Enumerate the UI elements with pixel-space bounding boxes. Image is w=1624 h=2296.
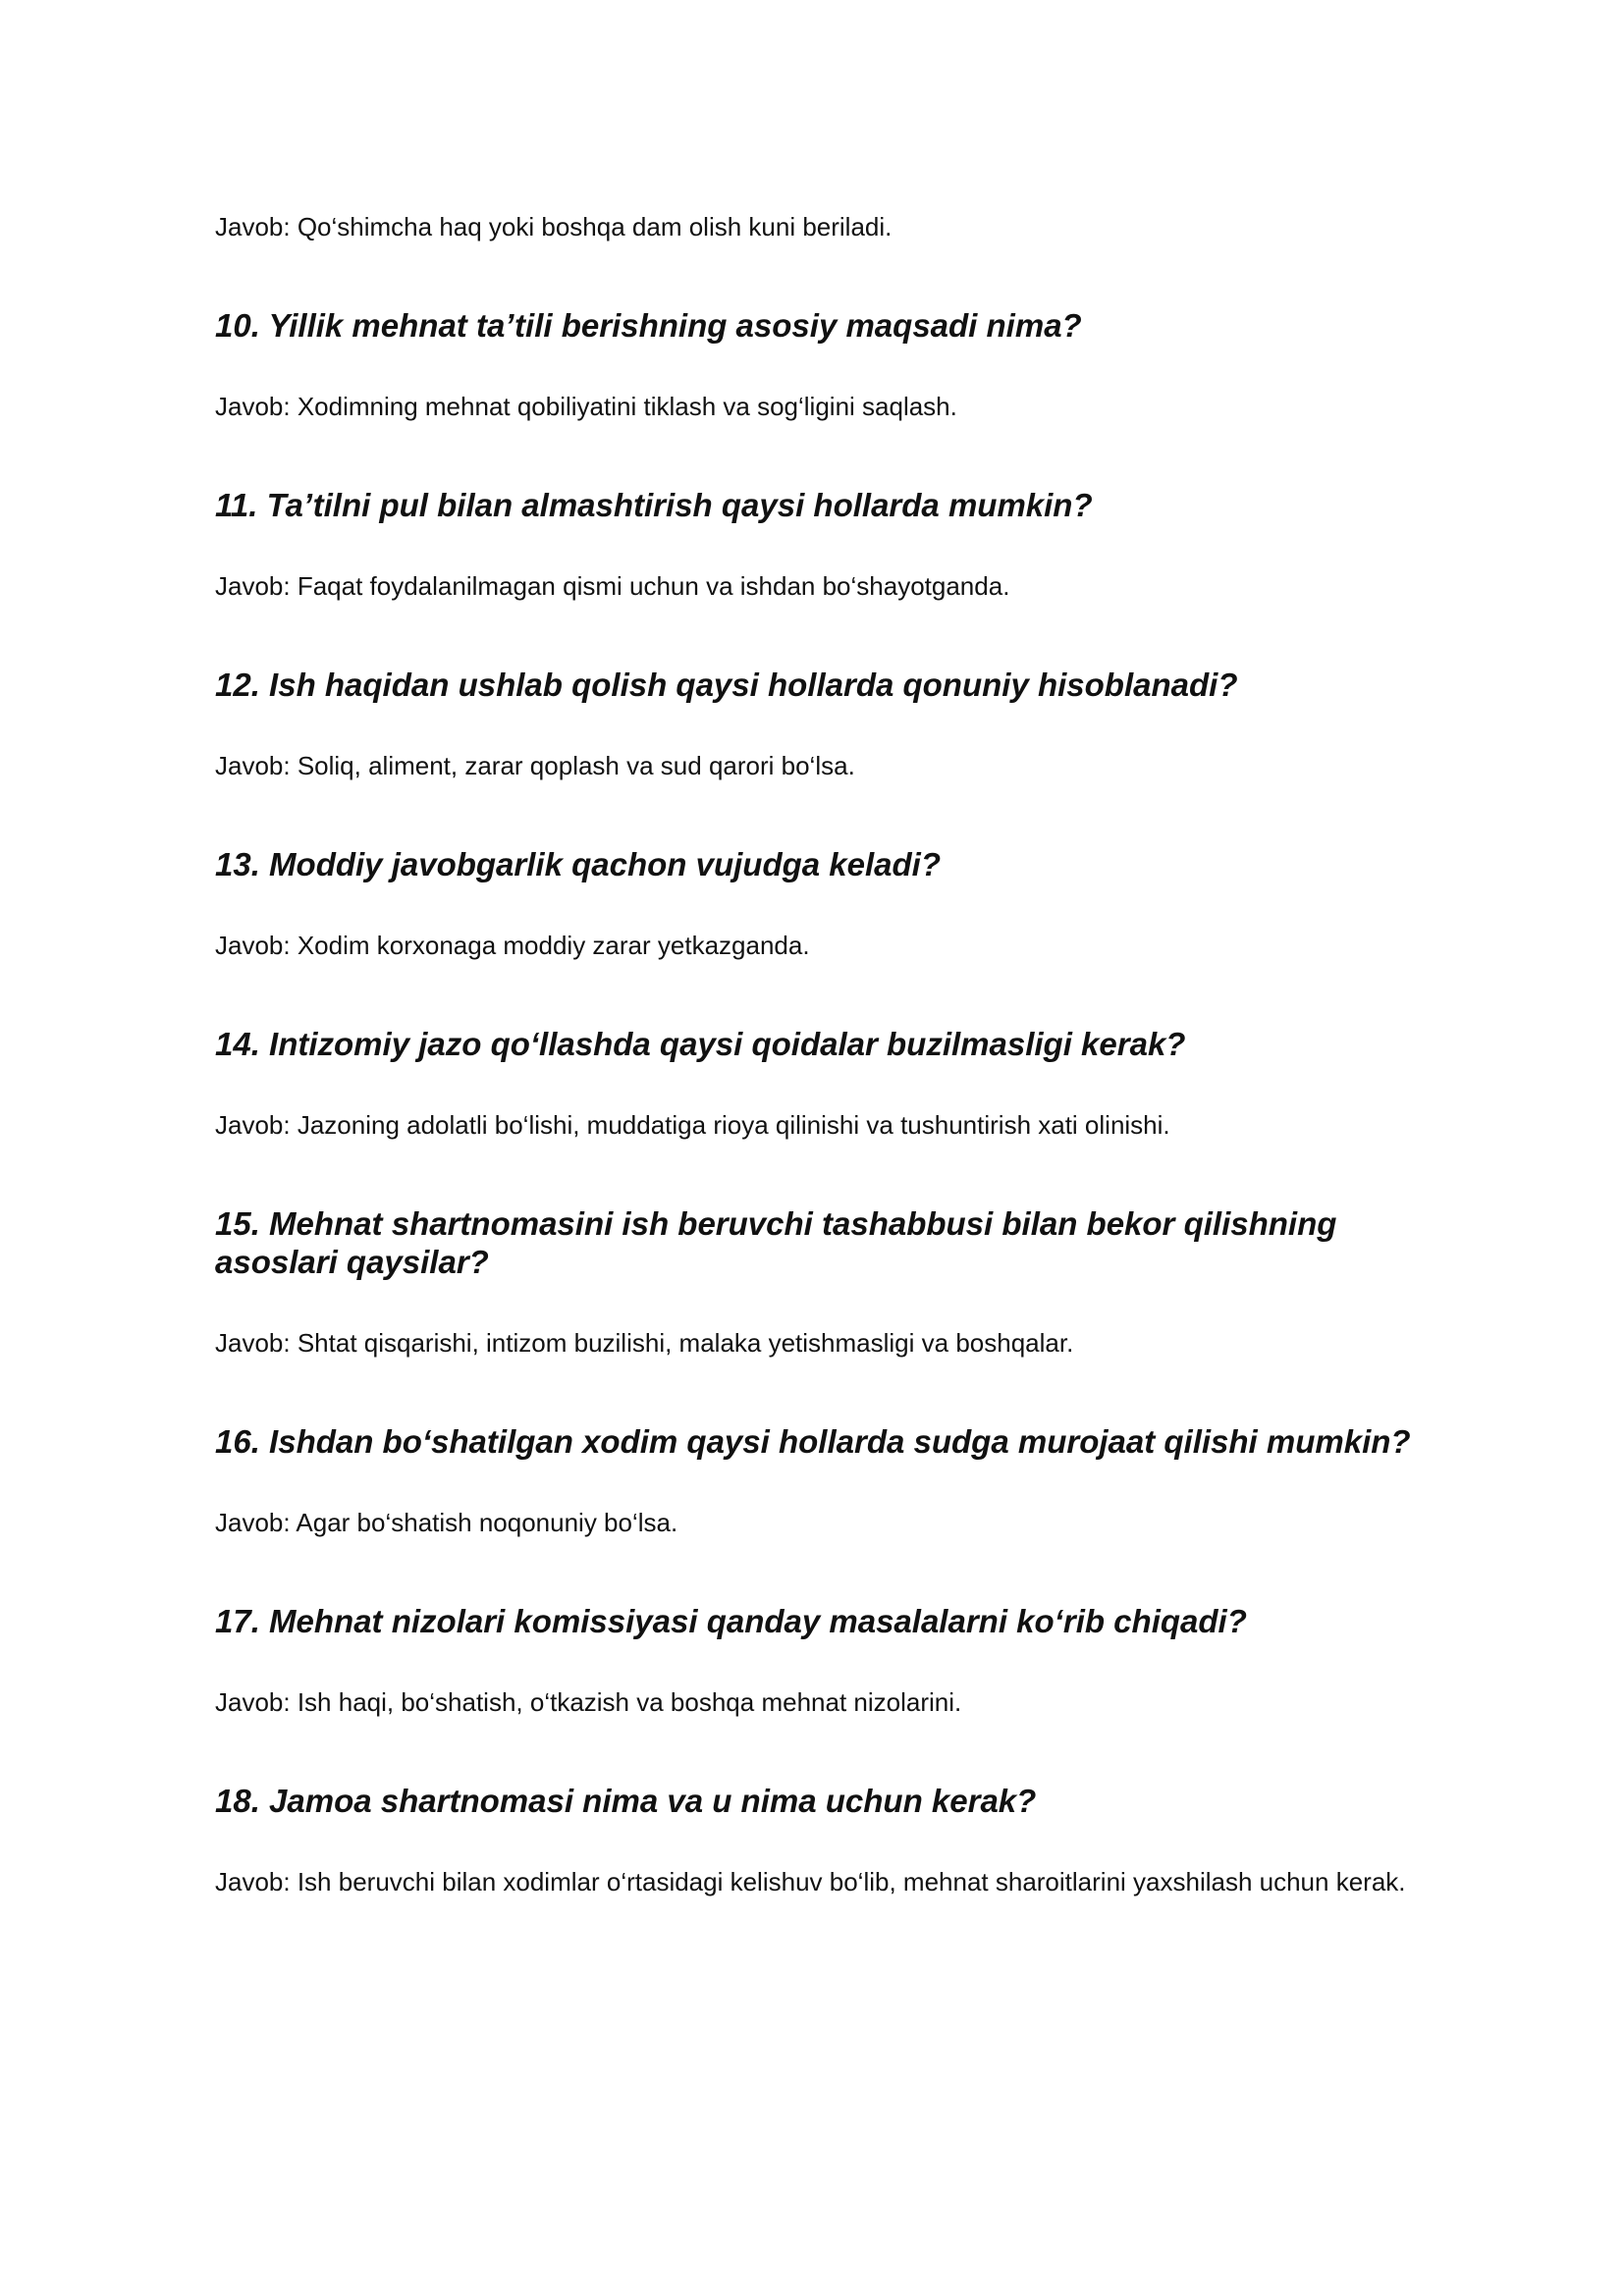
question-13: 13. Moddiy javobgarlik qachon vujudga keladi?	[215, 846, 941, 882]
answer-12: Javob: Soliq, aliment, zarar qoplash va sud qarori bo‘lsa.	[215, 751, 855, 780]
question-block-13	[215, 845, 1429, 962]
answer-11: Javob: Faqat foydalanilmagan qismi uchun va ishdan bo‘shayotganda.	[215, 571, 1010, 601]
question-block-12	[215, 666, 1429, 782]
answer-10: Javob: Xodimning mehnat qobiliyatini tiklash va sog‘ligini saqlash.	[215, 392, 957, 421]
answer-15: Javob: Shtat qisqarishi, intizom buzilishi, malaka yetishmasligi va boshqalar.	[215, 1328, 1074, 1358]
question-18: 18. Jamoa shartnomasi nima va u nima uchun kerak?	[215, 1783, 1037, 1819]
question-11: 11. Ta’tilni pul bilan almashtirish qaysi hollarda mumkin?	[215, 487, 1093, 523]
question-12: 12. Ish haqidan ushlab qolish qaysi hollarda qonuniy hisoblanadi?	[215, 667, 1238, 703]
answer-13: Javob: Xodim korxonaga moddiy zarar yetkazganda.	[215, 931, 810, 960]
question-10: 10. Yillik mehnat ta’tili berishning asosiy maqsadi nima?	[215, 307, 1082, 344]
answer-16: Javob: Agar bo‘shatish noqonuniy bo‘lsa.	[215, 1508, 678, 1537]
document-content	[215, 210, 1429, 1961]
question-block-18	[215, 1782, 1429, 1898]
intro-answer: Javob: Qo‘shimcha haq yoki boshqa dam olish kuni beriladi.	[215, 212, 893, 241]
question-block-17	[215, 1602, 1429, 1719]
answer-14: Javob: Jazoning adolatli bo‘lishi, muddatiga rioya qilinishi va tushuntirish xati olinishi.	[215, 1110, 1170, 1140]
answer-18: Javob: Ish beruvchi bilan xodimlar o‘rtasidagi kelishuv bo‘lib, mehnat sharoitlarini yaxshilash uchun kerak.	[215, 1867, 1406, 1896]
question-15: 15. Mehnat shartnomasini ish beruvchi tashabbusi bilan bekor qilishning asoslari qaysilar?	[215, 1205, 1337, 1280]
answer-17: Javob: Ish haqi, bo‘shatish, o‘tkazish va boshqa mehnat nizolarini.	[215, 1687, 962, 1717]
question-block-14	[215, 1025, 1429, 1142]
question-16: 16. Ishdan bo‘shatilgan xodim qaysi hollarda sudga murojaat qilishi mumkin?	[215, 1423, 1411, 1460]
question-block-15	[215, 1204, 1429, 1360]
question-block-16	[215, 1422, 1429, 1539]
question-block-11	[215, 486, 1429, 603]
question-14: 14. Intizomiy jazo qo‘llashda qaysi qoidalar buzilmasligi kerak?	[215, 1026, 1186, 1062]
question-17: 17. Mehnat nizolari komissiyasi qanday masalalarni ko‘rib chiqadi?	[215, 1603, 1247, 1639]
question-block-10	[215, 306, 1429, 423]
